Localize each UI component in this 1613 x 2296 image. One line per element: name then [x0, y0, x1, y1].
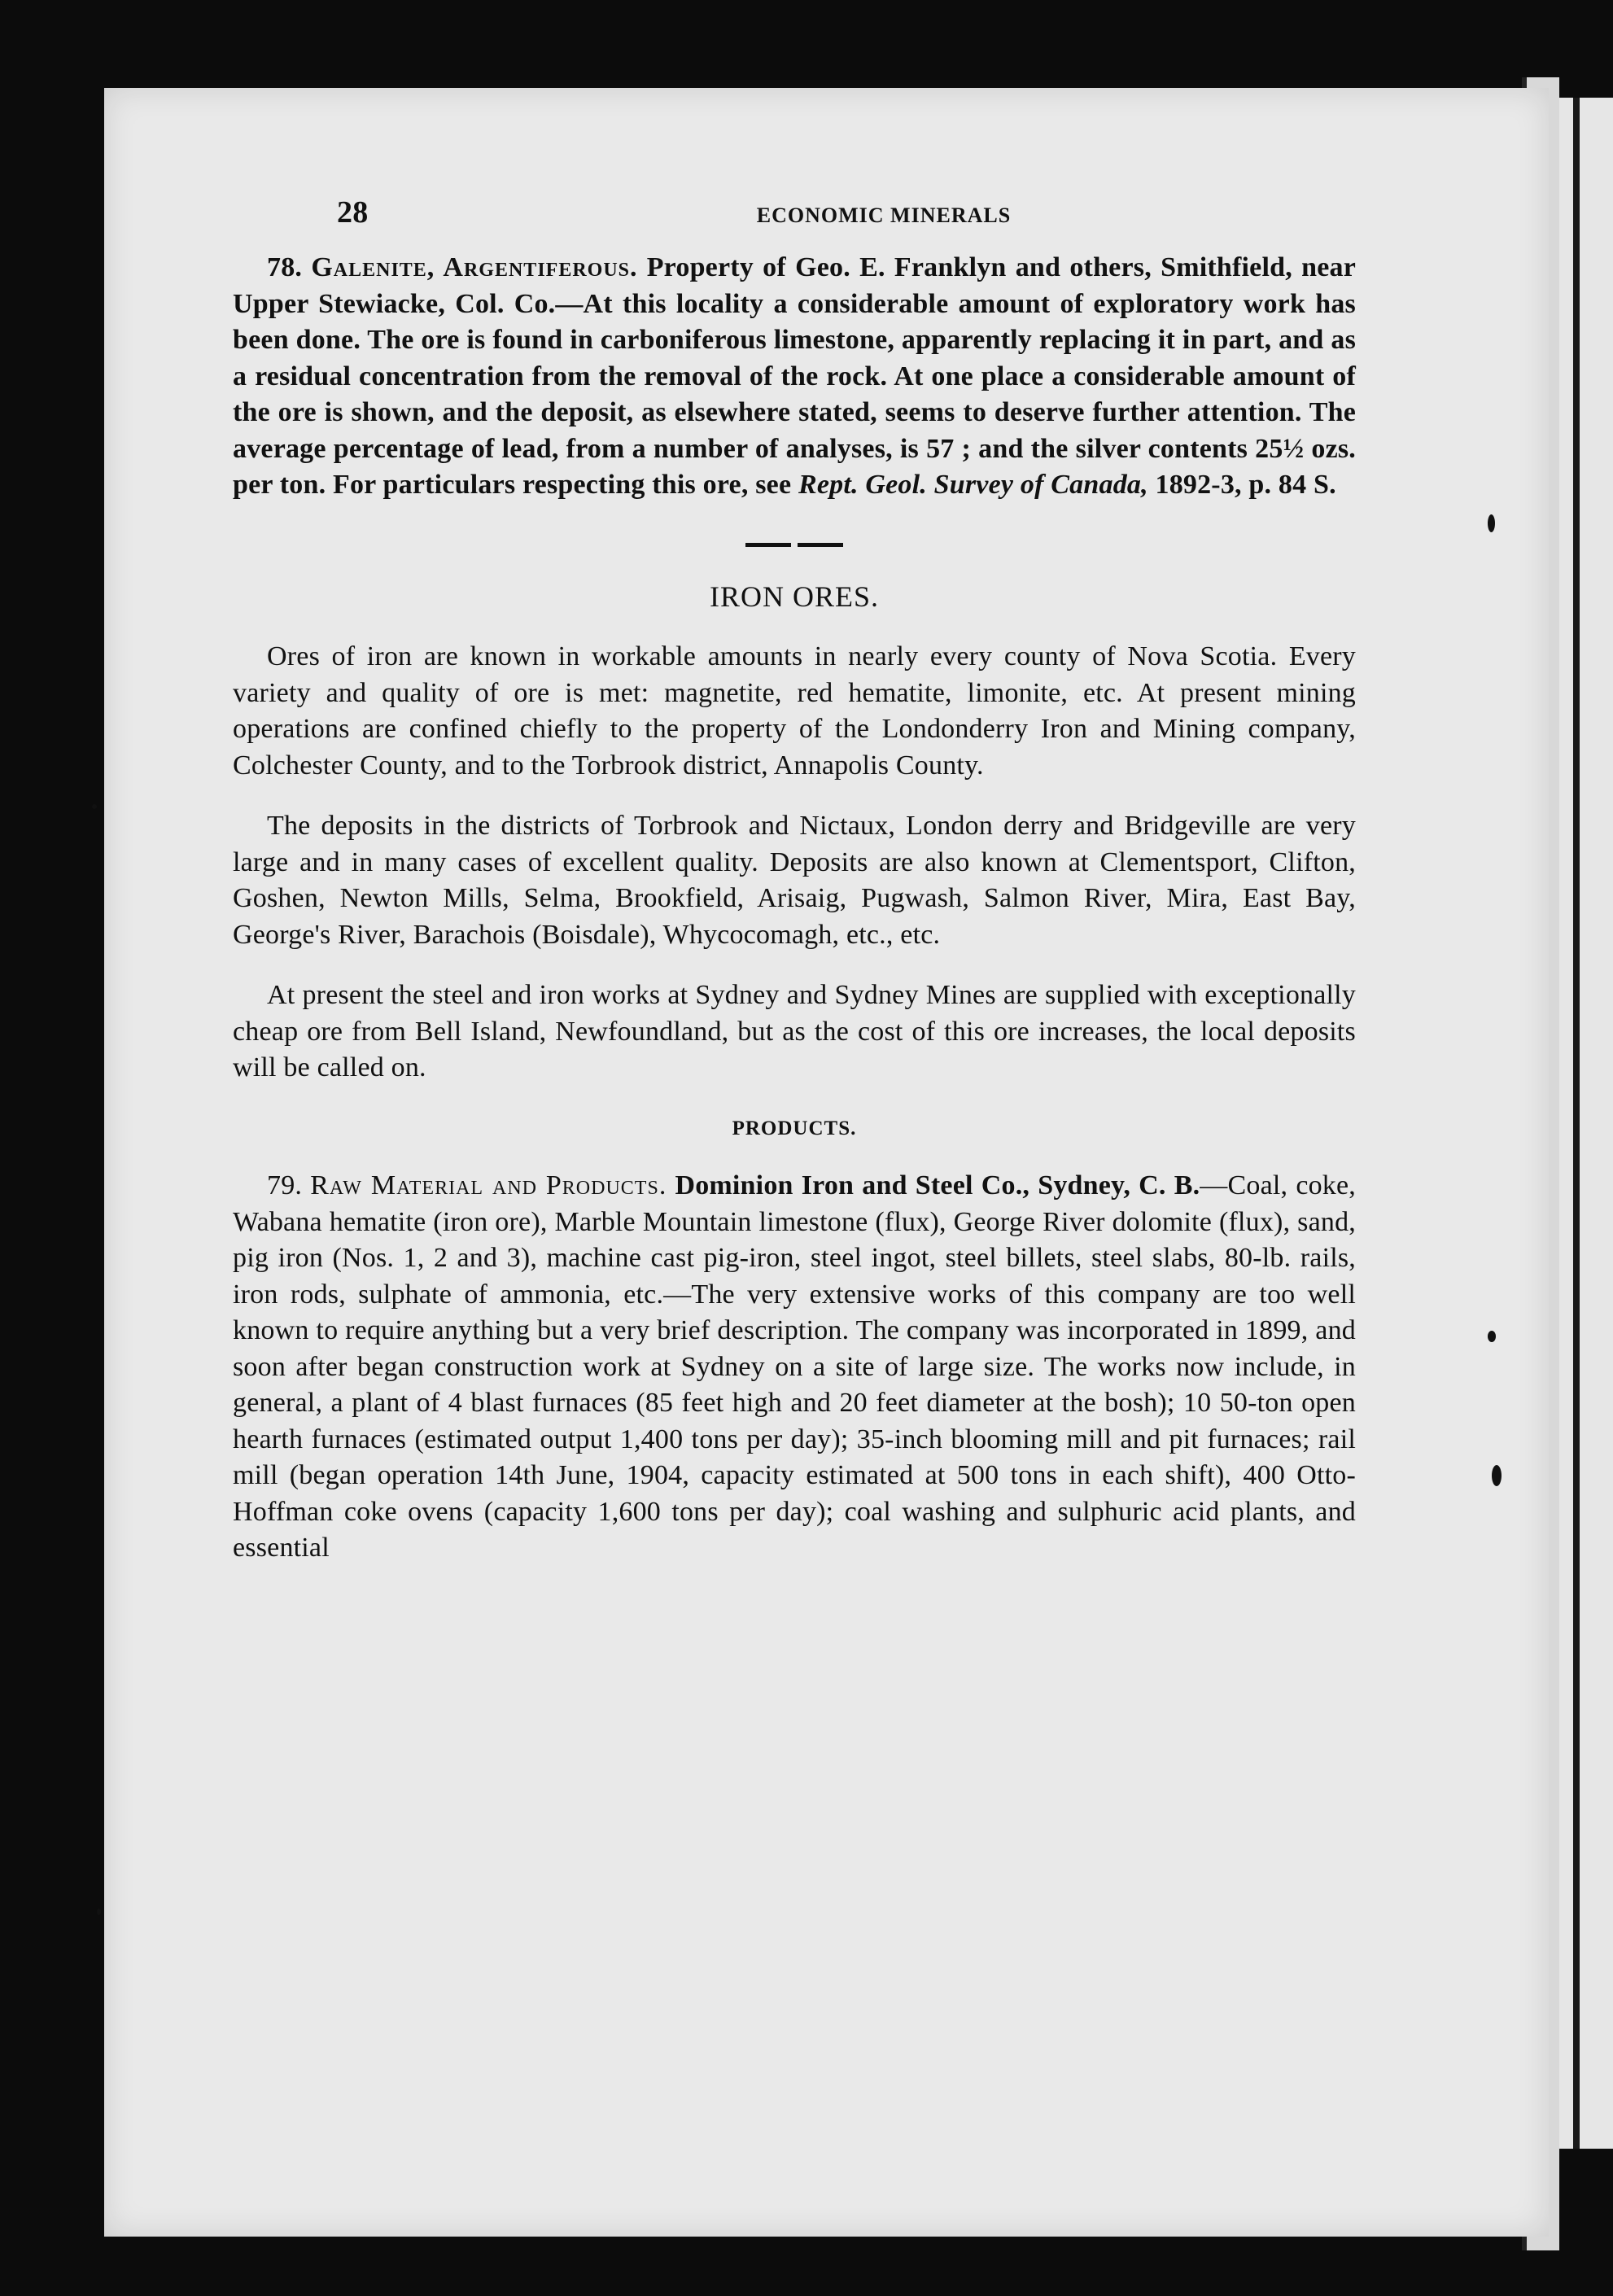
- entry-78-number: 78.: [267, 252, 303, 282]
- entry-78-title: Galenite, Argentiferous.: [311, 252, 638, 282]
- adjacent-page-edge: [1573, 98, 1580, 2149]
- running-title: ECONOMIC MINERALS: [756, 203, 1012, 227]
- adjacent-page-fringe: [1558, 98, 1613, 2149]
- entry-78-citation-tail: 1892-3, p. 84 S.: [1155, 470, 1336, 500]
- page-number: 28: [337, 195, 369, 230]
- entry-78: [233, 250, 1356, 504]
- entry-79-text: —Coal, coke, Wabana hematite (iron ore), Marble Mountain limestone (flux), George River dolomite (flux), sand, pig iron (Nos. 1, 2 and 3), machine cast pig-iron, steel ingot, steel billets, steel slabs, 80-lb. rails, iron rods, sulphate of ammonia, etc.—The very extensive works of this company are too well known to require anything but a very brief description. The company was incorporated in 1899, and soon after began construction work at Sydney on a site of large size. The works now include, in general, a plant of 4 blast furnaces (85 feet high and 20 feet diameter at the bosh); 10 50-ton open hearth furnaces (estimated output 1,400 tons per day); 35-inch blooming mill and pit furnaces; rail mill (began operation 14th June, 1904, capacity estimated at 500 tons in each shift), 400 Otto-Hoffman coke ovens (capacity 1,600 tons per day); coal washing and sulphuric acid plants, and essential: [233, 1170, 1356, 1563]
- entry-78-text: Property of Geo. E. Franklyn and others, Smithfield, near Upper Stewiacke, Col. Co.—At this locality a considerable amount of exploratory work has been done. The ore is found in carboniferous limestone, apparently replacing it in part, and as a residual concentration from the removal of the rock. At one place a considerable amount of the ore is shown, and the deposit, as elsewhere stated, seems to deserve further attention. The average percentage of lead, from a number of analyses, is 57 ; and the silver contents 25½ ozs. per ton. For particulars respecting this ore, see: [233, 252, 1357, 500]
- entry-79-title: Raw Material and Products.: [310, 1170, 667, 1200]
- iron-ores-paragraph-2: The deposits in the districts of Torbrook and Nictaux, London derry and Bridgeville are very large and in many cases of excellent quality. Deposits are also known at Clementsport, Clifton, Goshen, Newton Mills, Selma, Brookfield, Arisaig, Pugwash, Salmon River, Mira, East Bay, George's River, Barachois (Boisdale), Whycocomagh, etc., etc.: [233, 811, 1356, 950]
- page-content: [233, 183, 1356, 1567]
- entry-79: [233, 1168, 1356, 1567]
- page-header: [233, 183, 1356, 232]
- entry-78-citation: Rept. Geol. Survey of Canada,: [798, 470, 1148, 500]
- section-divider: [745, 543, 843, 548]
- entry-79-lead: Dominion Iron and Steel Co., Sydney, C. B.: [675, 1170, 1200, 1200]
- iron-ores-paragraph-1: Ores of iron are known in workable amounts in nearly every county of Nova Scotia. Every variety and quality of ore is met: magnetite, red hematite, limonite, etc. At present mining operations are confined chiefly to the property of the Londonderry Iron and Mining company, Colchester County, and to the Torbrook district, Annapolis County.: [233, 641, 1356, 781]
- products-heading: PRODUCTS.: [732, 1117, 857, 1139]
- iron-ores-heading: IRON ORES.: [709, 579, 880, 613]
- iron-ores-paragraph-3: At present the steel and iron works at Sydney and Sydney Mines are supplied with exceptionally cheap ore from Bell Island, Newfoundland, but as the cost of this ore increases, the local deposits will be called on.: [233, 980, 1356, 1082]
- entry-79-number: 79.: [267, 1170, 303, 1200]
